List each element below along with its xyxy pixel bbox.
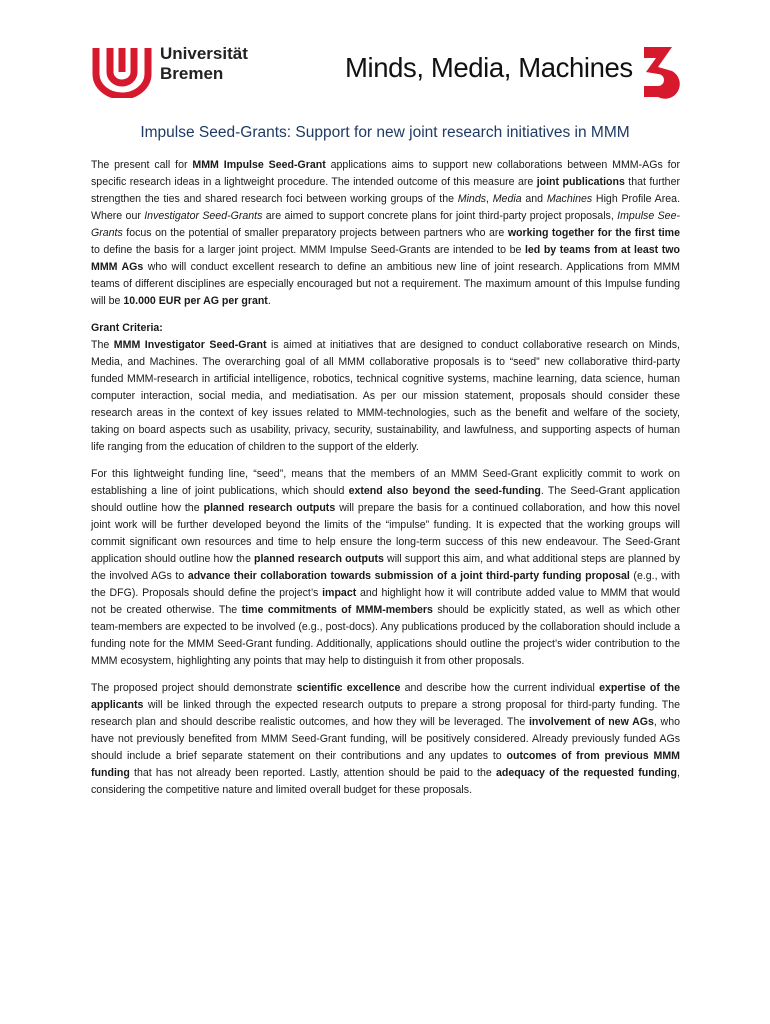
document-body — [91, 157, 680, 809]
document-title: Impulse Seed-Grants: Support for new joint research initiatives in MMM — [140, 124, 630, 141]
university-line-1: Universität — [160, 44, 248, 63]
criteria-heading: Grant Criteria: — [91, 322, 163, 334]
mmm-brand-name: Minds, Media, Machines — [345, 52, 633, 83]
page-header — [0, 0, 770, 110]
university-name — [160, 44, 248, 84]
university-bremen-logo — [92, 44, 152, 98]
excellence-paragraph: The proposed project should demonstrate scientific excellence and describe how the current individual expertise of the applicants will be linked through the expected research outputs to prepare a strong proposal for third-party funding. The research plan and should describe realistic outcomes, and how they will be leveraged. The involvement of new AGs, who have not previously benefited from MMM Seed-Grant funding, will be positively considered. Already previously funded AGs should include a brief separate statement on their contributions and any updates to outcomes of from previous MMM funding that has not already been reported. Lastly, attention should be paid to the adequacy of the requested funding, considering the competitive nature and limited overall budget for these proposals. — [91, 682, 680, 796]
criteria-paragraph: The MMM Investigator Seed-Grant is aimed at initiatives that are designed to conduct collaborative research on Minds, Media, and Machines. The overarching goal of all MMM collaborative proposals is to “seed” new collaborative third-party funded MMM-research in artificial intelligence, robotics, technical cognitive systems, machine learning, data science, human computer interaction, social media, and mediatisation. As per our mission statement, proposals should consider these research areas in the context of key issues related to MMM-technologies, such as the benefit and welfare of the society, taking on board aspects such as usability, privacy, security, sustainability, and lawfulness, and supporting aspects of human life ranging from the education of children to the support of the elderly. — [91, 339, 680, 453]
mmm-logo-icon — [642, 42, 680, 100]
university-line-2: Bremen — [160, 64, 224, 83]
seed-definition-paragraph: For this lightweight funding line, “seed”, means that the members of an MMM Seed-Grant explicitly commit to work on establishing a line of joint publications, which should extend also beyond the seed-funding. The Seed-Grant application should outline how the planned research outputs will prepare the basis for a continued collaboration, and how this novel joint work will be further developed beyond the limits of the “impulse” funding. It is expected that the working groups will commit significant own resources and time to help ensure the long-term success of this new endeavour. The Seed-Grant application should outline how the planned research outputs will support this aim, and what additional steps are planned by the involved AGs to advance their collaboration towards submission of a joint third-party funding proposal (e.g., with the DFG). Proposals should define the project’s impact and highlight how it will contribute added value to MMM that would not be created otherwise. The time commitments of MMM-members should be explicitly stated, as well as which other team-members are expected to be involved (e.g., post-docs). Any publications produced by the collaboration should include a funding note for the MMM Seed-Grant funding. Additionally, applications should outline the project’s wider contribution to the MMM ecosystem, highlighting any points that may help to distinguish it from other proposals. — [91, 468, 681, 667]
intro-paragraph: The present call for MMM Impulse Seed-Grant applications aims to support new collaborations between MMM-AGs for specific research ideas in a lightweight procedure. The intended outcome of this measure are joint publications that further strengthen the ties and shared research foci between working groups of the Minds, Media and Machines High Profile Area. Where our Investigator Seed-Grants are aimed to support concrete plans for joint third-party project proposals, Impulse See-Grants focus on the potential of smaller preparatory projects between partners who are working together for the first time to define the basis for a larger joint project. MMM Impulse Seed-Grants are intended to be led by teams from at least two MMM AGs who will conduct excellent research to define an ambitious new line of joint research. Applications from MMM teams of different disciplines are especially encouraged but not a requirement. The maximum amount of this Impulse funding will be 10.000 EUR per AG per grant. — [91, 159, 681, 307]
